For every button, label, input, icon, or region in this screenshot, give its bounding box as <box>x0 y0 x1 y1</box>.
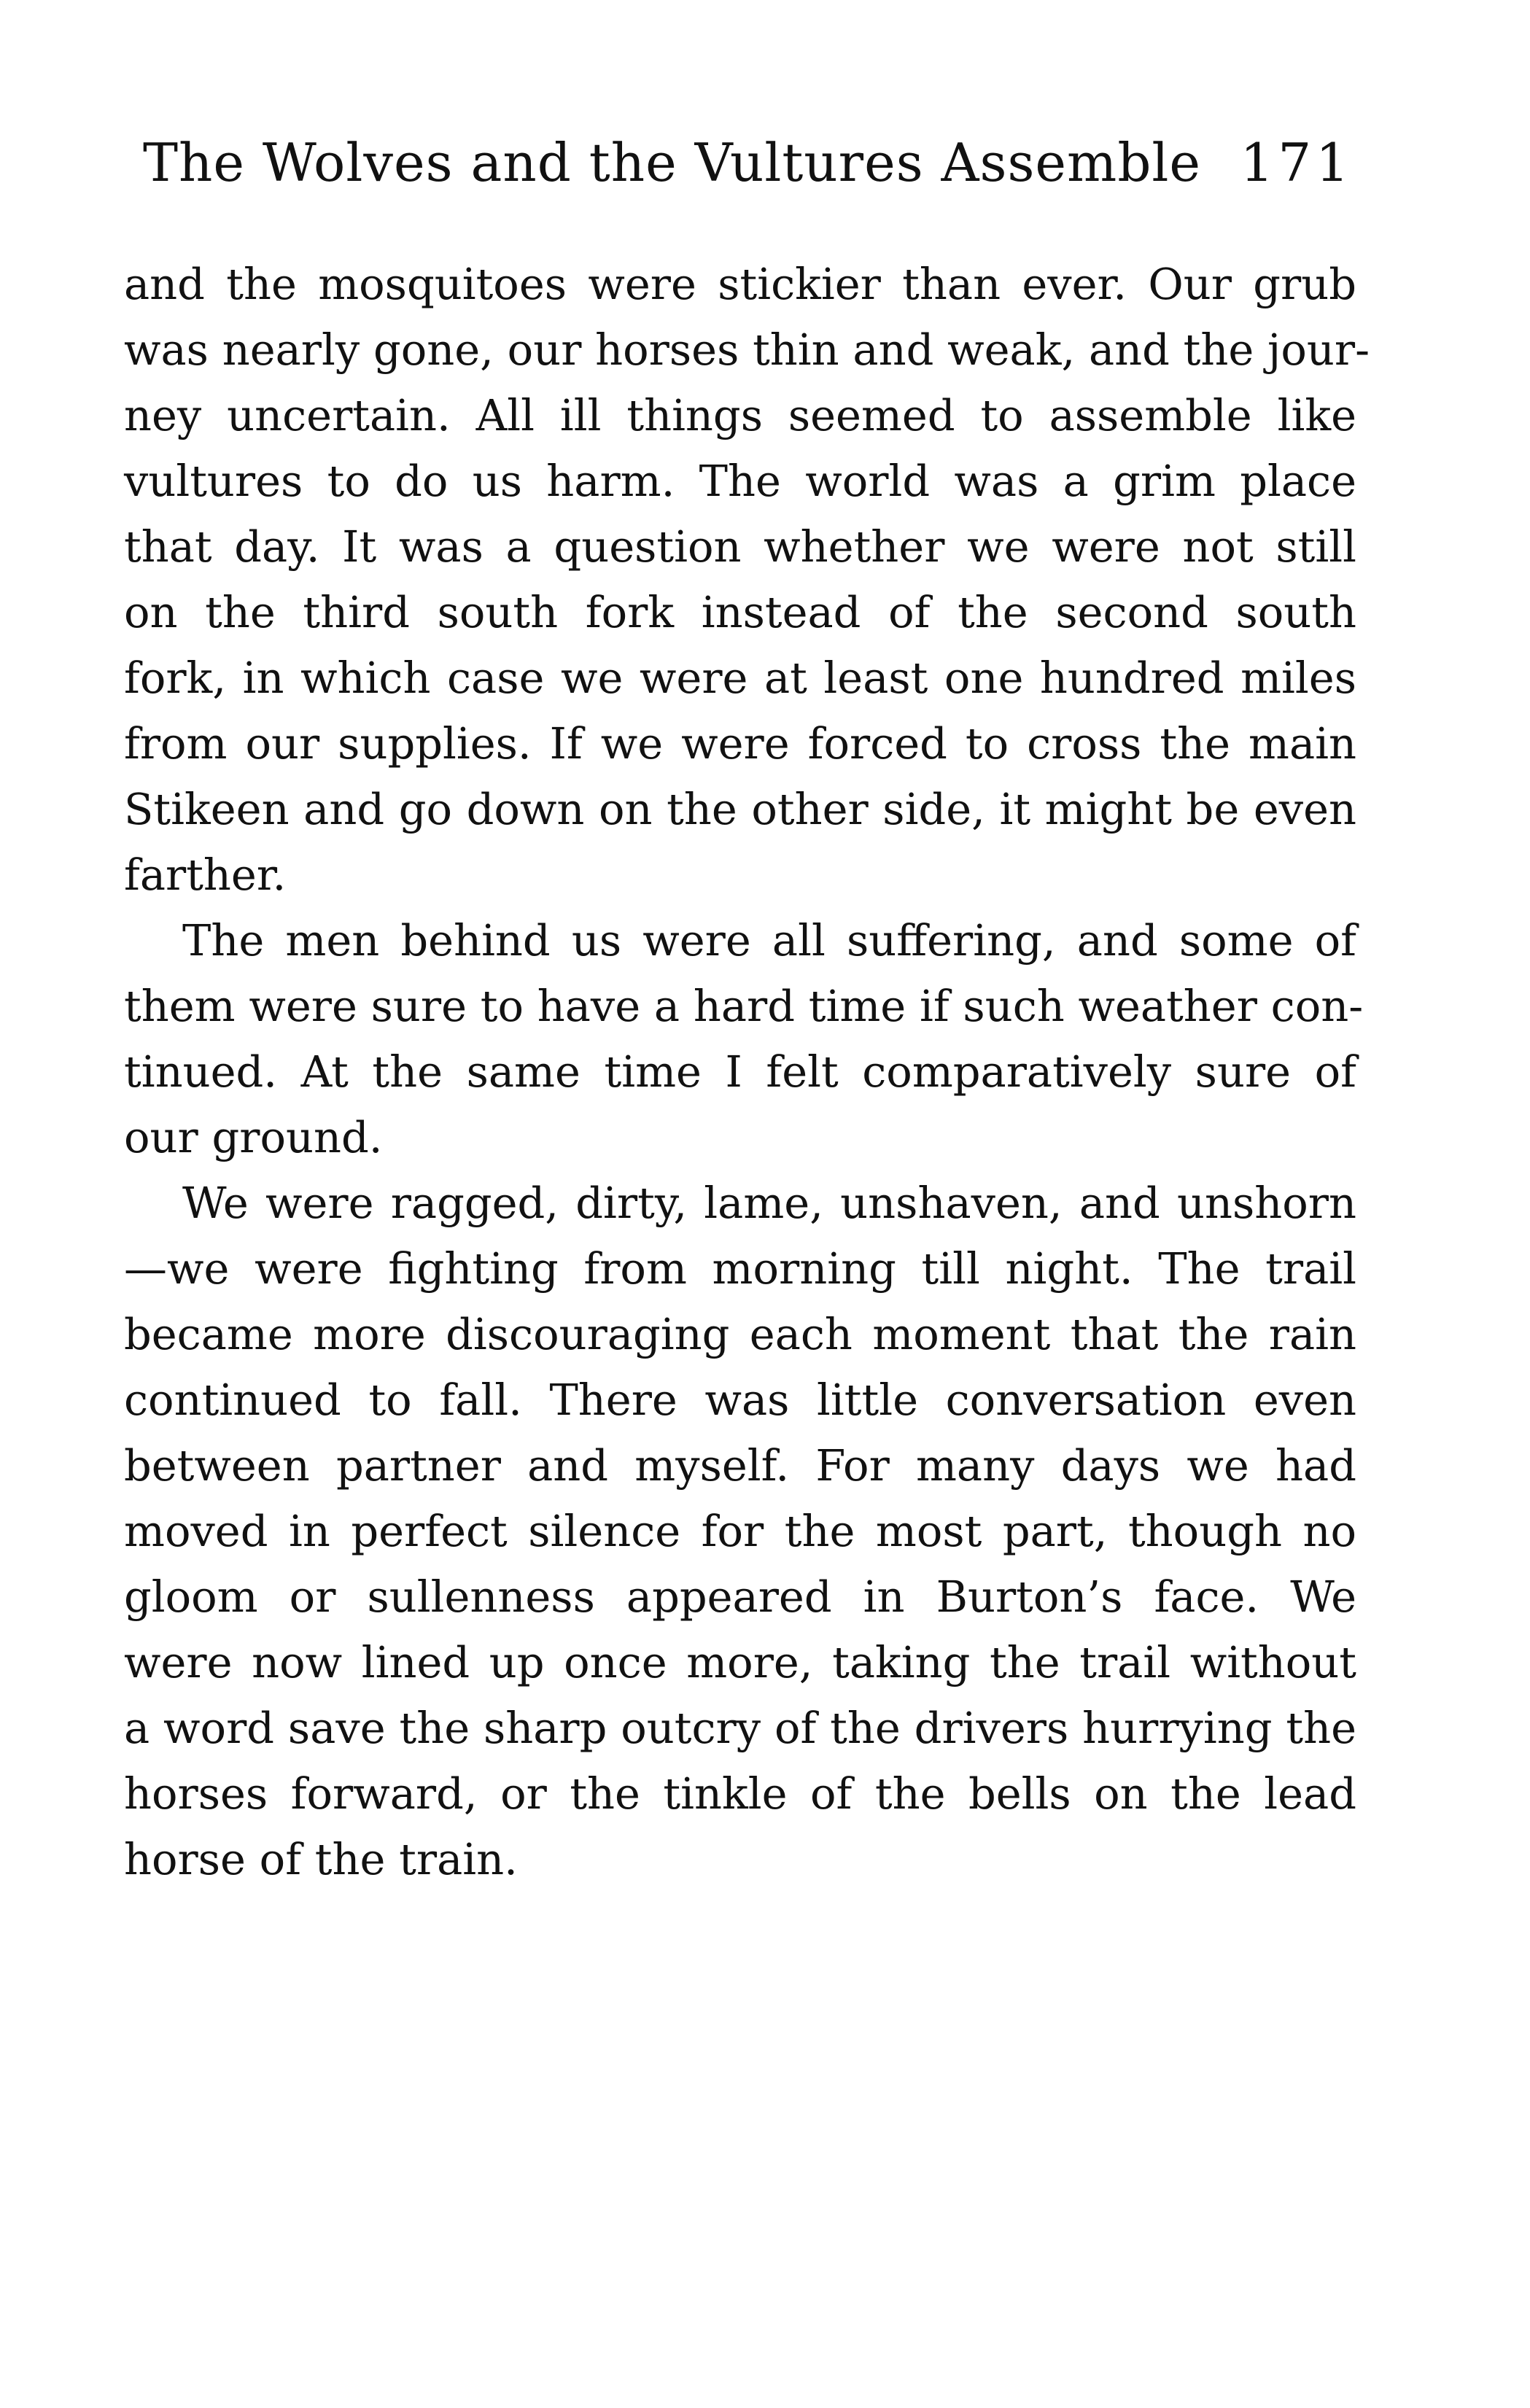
text-line: tinued. At the same time I felt comparatively sure of <box>124 1046 1356 1097</box>
text-line: continued to fall. There was little conversation even <box>124 1375 1356 1425</box>
text-line: became more discouraging each moment that the rain <box>124 1309 1356 1359</box>
running-head <box>143 123 1354 203</box>
text-line: horse of the train. <box>124 1834 518 1884</box>
text-line: them were sure to have a hard time if such weather con- <box>124 981 1364 1031</box>
text-line: fork, in which case we were at least one hundred miles <box>124 653 1356 703</box>
text-line: gloom or sullenness appeared in Burton’s face. We <box>124 1572 1356 1622</box>
text-line: vultures to do us harm. The world was a grim place <box>124 456 1356 506</box>
text-line: were now lined up once more, taking the trail without <box>124 1637 1356 1687</box>
text-line: Stikeen and go down on the other side, it might be even <box>124 784 1356 834</box>
text-line: was nearly gone, our horses thin and weak, and the jour- <box>124 325 1370 375</box>
text-line: on the third south fork instead of the second south <box>124 587 1356 637</box>
text-line: ney uncertain. All ill things seemed to assemble like <box>124 390 1356 440</box>
text-line: between partner and myself. For many days we had <box>124 1440 1356 1491</box>
text-line: We were ragged, dirty, lame, unshaven, and unshorn <box>182 1178 1356 1228</box>
text-line: from our supplies. If we were forced to cross the main <box>124 718 1356 769</box>
text-line: and the mosquitoes were stickier than ever. Our grub <box>124 259 1356 309</box>
text-line: moved in perfect silence for the most part, though no <box>124 1506 1356 1556</box>
text-line: our ground. <box>124 1112 383 1162</box>
running-title: The Wolves and the Vultures Assemble <box>143 132 1202 193</box>
paragraph-2 <box>124 908 1364 1170</box>
text-line: farther. <box>124 850 287 900</box>
text-line: —we were fighting from morning till night. The trail <box>124 1243 1356 1294</box>
paragraph-3 <box>124 1170 1356 1892</box>
text-line: The men behind us were all suffering, and some of <box>182 915 1356 966</box>
text-line: a word save the sharp outcry of the drivers hurrying the <box>124 1703 1356 1753</box>
text-line: horses forward, or the tinkle of the bells on the lead <box>124 1768 1356 1819</box>
page-number: 171 <box>1240 132 1354 193</box>
text-line: that day. It was a question whether we were not still <box>124 521 1356 572</box>
body-text <box>124 252 1370 1892</box>
paragraph-1 <box>124 252 1370 908</box>
